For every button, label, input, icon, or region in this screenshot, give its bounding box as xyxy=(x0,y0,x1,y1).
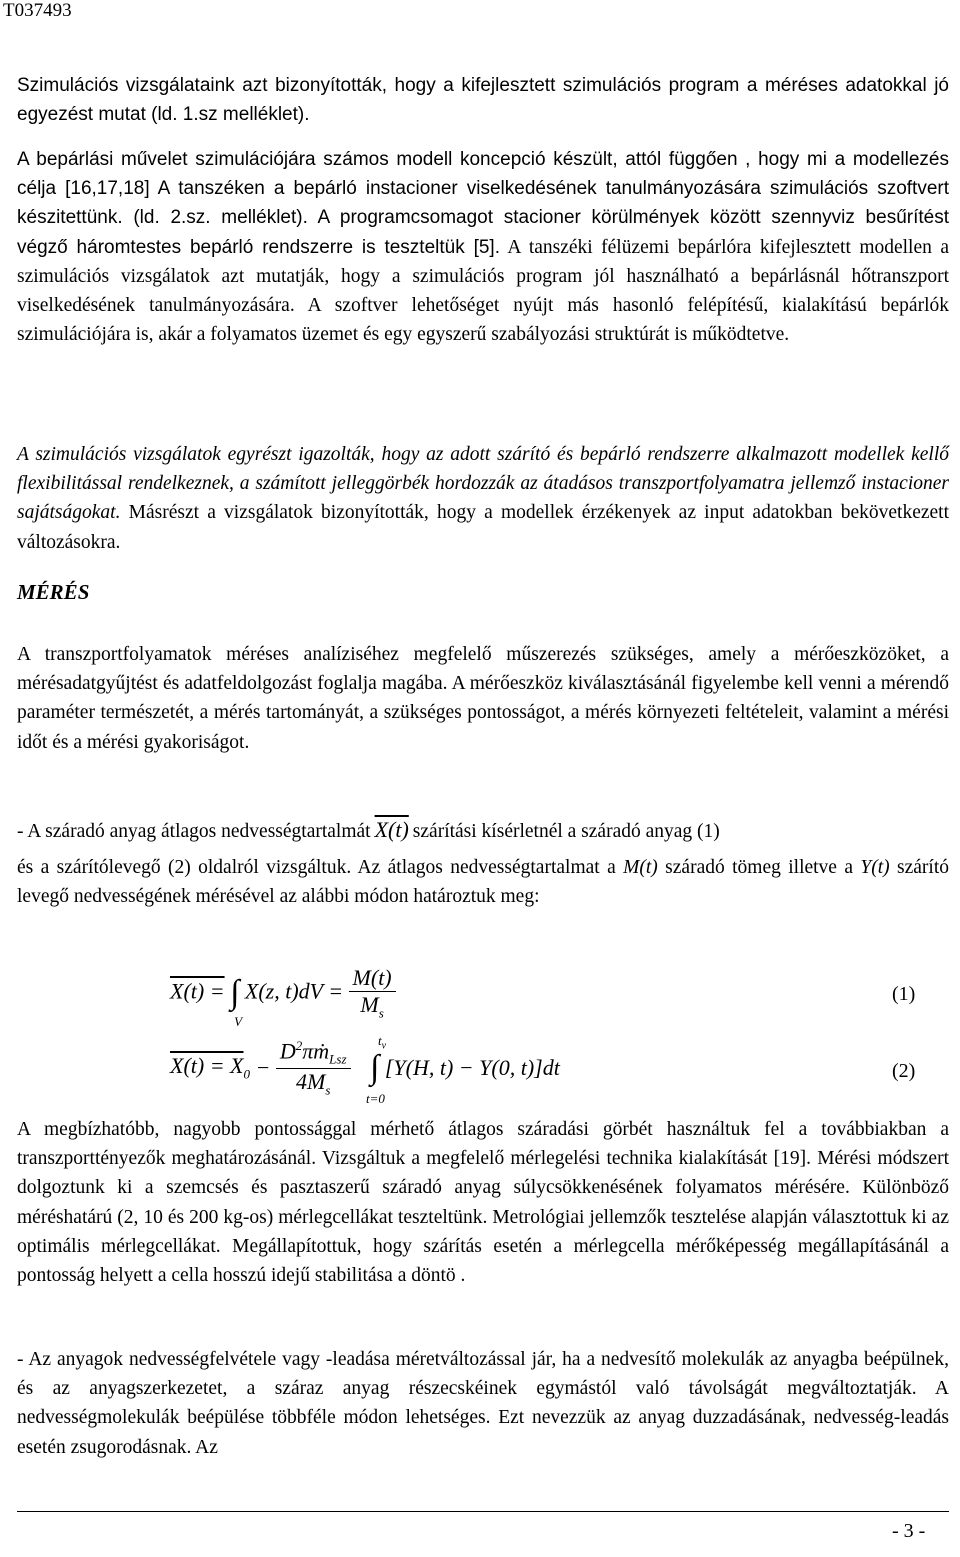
eq1-fraction-denominator xyxy=(349,992,396,1021)
avg-moisture-symbol: X(t) xyxy=(374,817,409,842)
paragraph-evaporation-models-serif: A tanszéki félüzemi bepárlóra kifejlesztett modellen a szimulációs vizsgálatok azt mutatják, hogy a szimulációs program jól használható a bepárlásnál hőtranszport viselkedésének tanulmányozására. A szoftver lehetőséget nyújt más hasonló felépítésű, kialakítású bepárlók szimulációjára is, akár a folyamatos üzemet és egy egyszerű szabályozási struktúrát is működtetve. xyxy=(17,236,949,346)
eq2-lhs xyxy=(170,1053,250,1082)
mass-symbol: M(t) xyxy=(623,857,658,878)
section-heading-meres: MÉRÉS xyxy=(17,580,90,604)
paragraph-evaporation-models-sans: A bepárlási művelet szimulációjára számos modell koncepció készült, attól függően , hogy mi a modellezés célja [16,17,18] A tanszéken a bepárló instacioner viselkedésének tanulmányozására szimulációs szoftvert készitettünk. (ld. 2.sz. melléklet). A programcsomagot stacioner körülmények között szennyviz besűrítést végző háromtestes bepárló rendszerre is teszteltük [5]. xyxy=(17,149,949,258)
document-id: T037493 xyxy=(3,0,72,21)
eq2-num-sub: Lsz xyxy=(329,1051,347,1067)
paragraph-simulation-results: Szimulációs vizsgálataink azt bizonyították, hogy a kifejlesztett szimulációs program a méréses adatokkal jó egyezést mutat (ld. 1.sz melléklet). xyxy=(17,75,949,126)
moisture-text-pre: - A száradó anyag átlagos nedvességtartalmát xyxy=(17,821,371,842)
eq1-fraction-numerator: M(t) xyxy=(349,965,396,992)
moisture-measurement-text-3: szárító levegő nedvességének mérésével az alábbi módon határoztuk meg: xyxy=(17,857,950,908)
footer-divider xyxy=(17,1511,949,1512)
paragraph-measurement-instrumentation: A transzportfolyamatok méréses analíziséhez megfelelő műszerezés szükséges, amely a mérőeszközöket, a mérésadatgyűjtést és adatfeldolgozást foglalja magába. A mérőeszköz kiválasztásánál figyelembe kell venni a mérendő paraméter természetét, a mérés tartományát, a szükséges pontosságot, a mérés környezeti feltételeit, valamint a mérési időt és a mérési gyakoriságot. xyxy=(17,644,949,753)
moisture-text-post: szárítási kísérletnél a száradó anyag (1) xyxy=(412,821,720,842)
moisture-measurement-text-2: száradó tömeg illetve a xyxy=(665,857,853,878)
eq1-integral xyxy=(230,974,243,1030)
eq1-integrand: X(z, t)dV = xyxy=(244,978,344,1004)
eq2-fraction-denominator xyxy=(276,1069,351,1098)
humidity-symbol: Y(t) xyxy=(860,857,890,878)
eq2-number: (2) xyxy=(892,1060,916,1082)
eq2-integral-sign: ∫ xyxy=(370,1049,380,1087)
paragraph-simulation-conclusions xyxy=(17,440,949,557)
eq1-number: (1) xyxy=(892,983,916,1005)
eq1-integral-sign: ∫ xyxy=(230,974,240,1012)
eq1-lhs: X(t) = xyxy=(170,978,225,1004)
eq2-lhs-main: X(t) = X xyxy=(170,1053,244,1079)
eq2-integral-upper xyxy=(378,1033,386,1052)
eq2-fraction-numerator xyxy=(276,1038,351,1069)
paragraph-moisture-content-line xyxy=(17,815,949,846)
eq1-integral-lower: V xyxy=(234,1014,243,1030)
eq2-lhs-sub: 0 xyxy=(243,1066,250,1082)
eq2-den-main: 4M xyxy=(296,1068,326,1094)
eq2-integral xyxy=(366,1033,387,1107)
paragraph-weighing-technique: A megbízhatóbb, nagyobb pontossággal mérhető átlagos száradási görbét használtuk fel a továbbiakban a transzporttényezők meghatározásánál. Vizsgáltuk a megfelelő mérlegelési technika kialakítását [19]. Mérési módszert dolgoztunk ki a szemcsés és pasztaszerű száradó anyag súlycsökkenésének folyamatos mérésére. Különböző méréshatárú (2, 10 és 200 kg-os) mérlegcellákat teszteltünk. Metrológiai jellemzők tesztelése alapján választottuk ki az optimális mérlegcellákat. Megállapítottuk, hogy szárítás esetén a mérlegcella mérőképesség megállapításánál a pontosság helyett a cella hosszú idejű stabilitása a döntö . xyxy=(17,1119,949,1287)
eq2-fraction xyxy=(276,1038,351,1098)
conclusion-regular-text: Másrészt a vizsgálatok bizonyították, hogy a modellek érzékenyek az input adatokban bekövetkezett változásokra. xyxy=(17,502,949,553)
paragraph-swelling-shrinkage: - Az anyagok nedvességfelvétele vagy -leadása méretváltozással jár, ha a nedvesítő molekulák az anyagba beépülnek, és az anyagszerkezetet, a száraz anyag részecskéinek egymástól való távolságát megváltoztatják. A nedvességmolekulák beépülése többféle módon lehetséges. Ezt nevezzük az anyag duzzadásának, nedvesség-leadás esetén zsugorodásnak. Az xyxy=(17,1349,949,1458)
eq2-upper-main: t xyxy=(378,1033,382,1049)
paragraph-evaporation-models xyxy=(17,145,949,349)
eq2-num-rest: πṁ xyxy=(302,1038,330,1064)
eq1-fraction xyxy=(349,965,396,1021)
page-number: - 3 - xyxy=(892,1520,926,1542)
eq2-num-sup: 2 xyxy=(295,1038,303,1053)
eq2-num-d: D xyxy=(279,1038,296,1064)
moisture-measurement-text-1: és a szárítólevegő (2) oldalról vizsgáltuk. Az átlagos nedvességtartalmat a xyxy=(17,857,616,878)
eq1-den-main: M xyxy=(360,992,379,1017)
eq2-integral-lower: t=0 xyxy=(366,1091,385,1107)
eq2-integrand: [Y(H, t) − Y(0, t)]dt xyxy=(384,1055,560,1081)
eq1-den-sub: s xyxy=(378,1005,384,1021)
eq2-den-sub: s xyxy=(325,1082,331,1098)
equation-1 xyxy=(170,965,916,1030)
eq2-upper-sub: v xyxy=(381,1040,387,1052)
conclusion-italic-text: A szimulációs vizsgálatok egyrészt igazolták, hogy az adott szárító és bepárló rendszerre alkalmazott modellek kellő flexibilitással rendelkeznek, a számított jelleggörbék hordozzák az átadásos transzportfolyamatra jellemző instacioner sajátságokat. xyxy=(17,444,949,524)
paragraph-moisture-measurement xyxy=(17,853,949,911)
eq2-minus: − xyxy=(255,1055,271,1081)
equation-2 xyxy=(170,1033,916,1113)
